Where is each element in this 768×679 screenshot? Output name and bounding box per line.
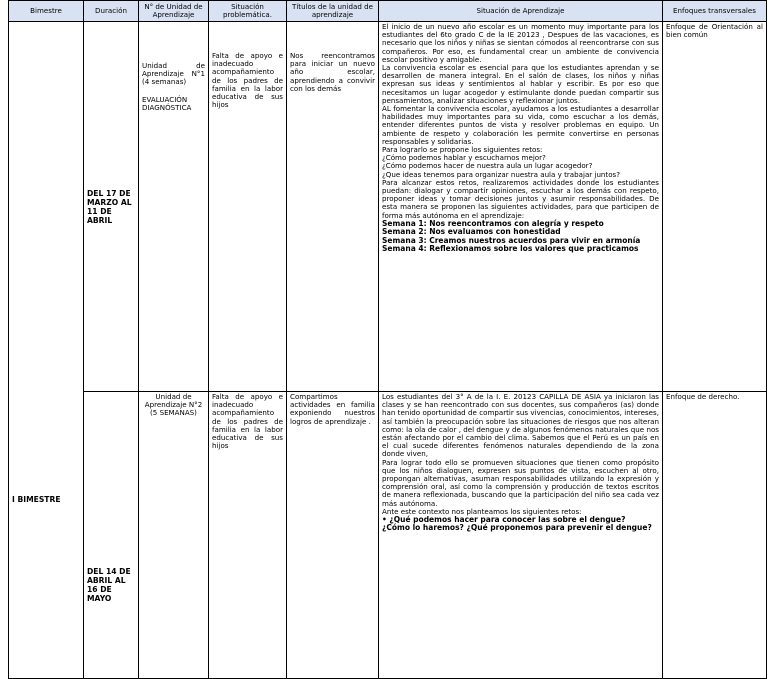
paragraph: Para alcanzar estos retos, realizaremos actividades donde los estudiantes puedan: dialogar y compartir opiniones, escuchar a los demás con respeto, proponer ideas y tomar decisiones juntos y asumir responsabilidades. De esta manera se proponen las siguientes actividades, para que participen de forma más autónoma en el aprendizaje: [382, 177, 659, 220]
unidad-cell: Unidad de Aprendizaje N°2 (5 SEMANAS) [139, 392, 209, 679]
header-bimestre: Bimestre [9, 1, 84, 22]
paragraph: El inicio de un nuevo año escolar es un momento muy importante para los estudiantes del 6to grado C de la IE 20123 , Despues de las vacaciones, es necesario que los niños y niñas se sientan cómodos al reencontrarse con sus compañeros. Por eso, es fundamental crear un ambiente de convivencia escolar positivo y amigable. [382, 22, 659, 64]
paragraph: Los estudiantes del 3° A de la I. E. 20123 CAPILLA DE ASIA ya iniciaron las clases y se han reencontrado con sus docentes, sus compañeros (as) donde han tenido oportunidad de compartir sus vivencias, conocimientos, intereses, así también la preocupación sobre las situaciones de riesgos que nos alteran como: la ola de calor , del dengue y de algunos fenómenos naturales que nos están afectando por el cambio del clima. Sabemos que el Perú es un país en el cual sucede diferentes fenómenos naturales dependiendo de la zona donde viven, [382, 392, 659, 459]
question: ¿Que ideas tenemos para organizar nuestra aula y trabajar juntos? [382, 169, 621, 179]
table-row [9, 392, 767, 679]
paragraph: Para lograrlo se propone los siguientes retos: [382, 145, 543, 155]
reto-item: ¿Cómo lo haremos? ¿Qué proponemos para prevenir el dengue? [382, 523, 652, 533]
duracion-cell: DEL 14 DE ABRIL AL 16 DE MAYO [84, 392, 139, 679]
unidad-cell [139, 22, 209, 392]
evaluacion-label: EVALUACIÓN DIAGNÓSTICA [142, 94, 192, 112]
situacion-aprendizaje-cell [379, 392, 663, 679]
duracion-cell: DEL 17 DE MARZO AL 11 DE ABRIL [84, 22, 139, 392]
paragraph: Ante este contexto nos planteamos los siguientes retos: [382, 506, 582, 516]
planning-table [8, 0, 767, 679]
reto-item: • ¿Qué podemos hacer para conocer las sobre el dengue? [382, 515, 626, 525]
titulo-cell: Nos reencontramos para iniciar un nuevo año escolar, aprendiendo a convivir con los demás [287, 22, 379, 392]
enfoque-cell: Enfoque de derecho. [663, 392, 767, 679]
header-enfoques: Enfoques transversales [663, 1, 767, 22]
header-situacion-aprendizaje: Situación de Aprendizaje [379, 1, 663, 22]
problematica-cell: Falta de apoyo e inadecuado acompañamiento de los padres de familia en la labor educativa de sus hijos [209, 392, 287, 679]
enfoque-cell: Enfoque de Orientación al bien común [663, 22, 767, 392]
bimestre-cell: I BIMESTRE [9, 22, 84, 679]
paragraph: AL fomentar la convivencia escolar, ayudamos a los estudiantes a desarrollar habilidades muy importantes para su vida, como escuchar a los demás, entender diferentes puntos de vista y resolver problemas en equipo. Un ambiente de respeto y colaboración les permite convertirse en personas responsables y solidarias. [382, 104, 659, 146]
titulo-cell: Compartimos actividades en familia exponiendo nuestros logros de aprendizaje . [287, 392, 379, 679]
unidad-label: Unidad de Aprendizaje N°1 (4 semanas) [142, 61, 205, 87]
week-item: Semana 2: Nos evaluamos con honestidad [382, 227, 561, 237]
week-item: Semana 1: Nos reencontramos con alegría y respeto [382, 218, 604, 228]
header-situacion-problematica: Situación problemática. [209, 1, 287, 22]
situacion-aprendizaje-cell [379, 22, 663, 392]
header-unidad: N° de Unidad de Aprendizaje [139, 1, 209, 22]
question: ¿Cómo podemos hablar y escucharnos mejor? [382, 153, 546, 163]
header-titulos: Títulos de la unidad de aprendizaje [287, 1, 379, 22]
week-item: Semana 4: Reflexionamos sobre los valores que practicamos [382, 244, 639, 254]
problematica-cell: Falta de apoyo e inadecuado acompañamiento de los padres de familia en la labor educativa de sus hijos [209, 22, 287, 392]
paragraph: Para lograr todo ello se promueven situaciones que tienen como propósito que los niños dialoguen, expresen sus puntos de vista, escuchen al otro, propongan alternativas, asuman responsabilidades utilizando la expresión y comprensión oral, así como la comprensión y producción de textos escritos de manera reflexionada, buscando que la participación del niño sea cada vez más autónoma. [382, 457, 659, 508]
question: ¿Cómo podemos hacer de nuestra aula un lugar acogedor? [382, 161, 593, 171]
paragraph: La convivencia escolar es esencial para que los estudiantes aprendan y se desarrollen de manera integral. En el salón de clases, los niños y niñas expresan sus ideas y sentimientos al hablar y escribir. Es por eso que necesitamos un lugar acogedor y estimulante donde puedan compartir sus pensamientos, analizar situaciones y reflexionar juntos. [382, 63, 659, 105]
header-duracion: Duración [84, 1, 139, 22]
table-row [9, 22, 767, 392]
week-item: Semana 3: Creamos nuestros acuerdos para vivir en armonía [382, 235, 641, 245]
header-row [9, 1, 767, 22]
